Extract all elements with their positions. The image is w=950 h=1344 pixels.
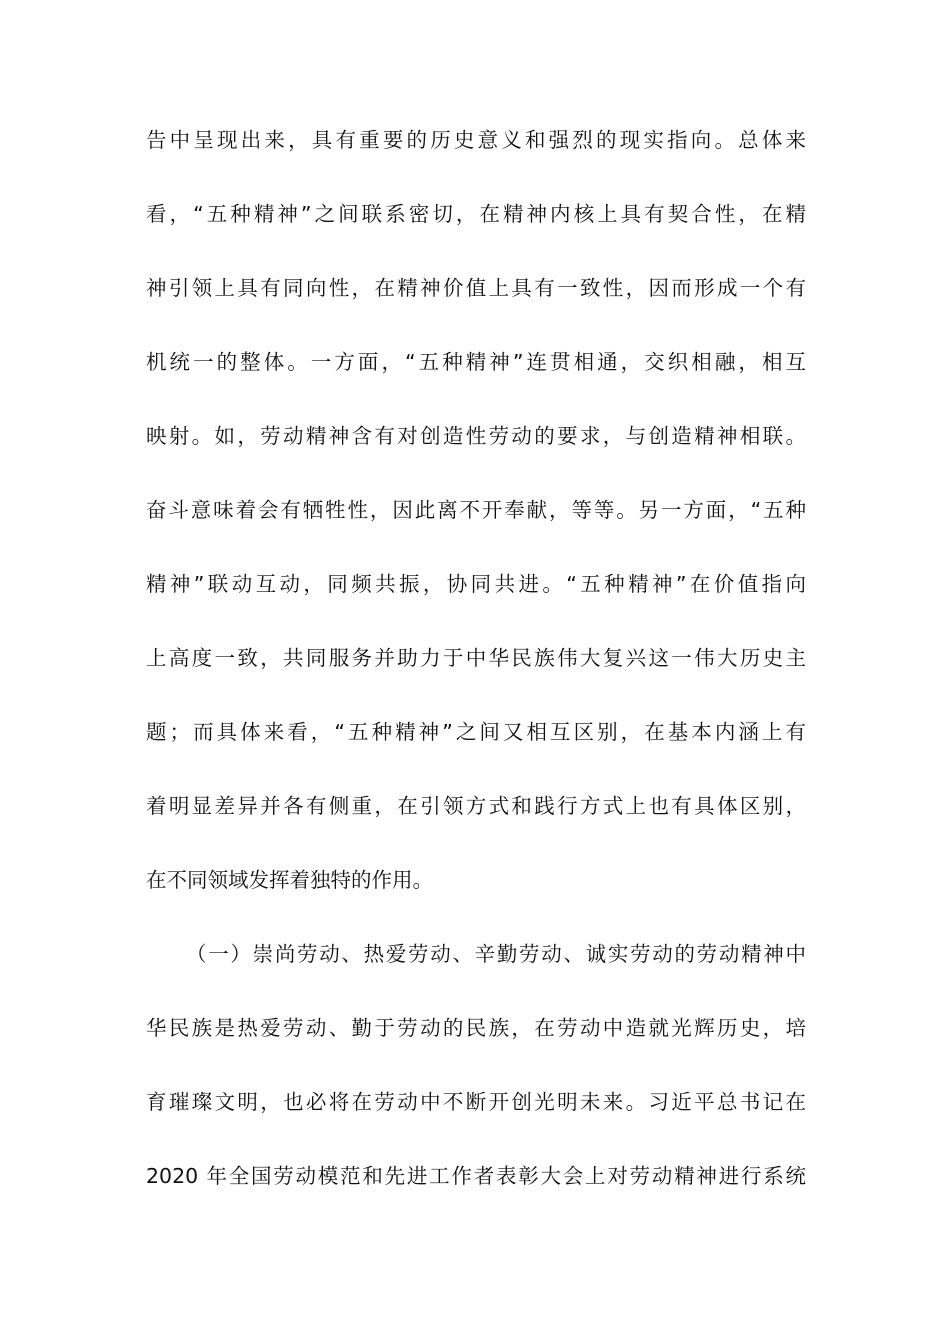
paragraph-line-last: 在不同领域发挥着独特的作用。 — [146, 868, 433, 892]
paragraph-line: 着明显差异并各有侧重，在引领方式和践行方式上也有具体区别， — [146, 794, 806, 818]
paragraph-line: 看，“五种精神”之间联系密切，在精神内核上具有契合性，在精 — [146, 202, 806, 226]
paragraph-line: 上高度一致，共同服务并助力于中华民族伟大复兴这一伟大历史主 — [146, 646, 806, 670]
paragraph-line: 华民族是热爱劳动、勤于劳动的民族，在劳动中造就光辉历史，培 — [146, 1016, 806, 1040]
paragraph-line: 题；而具体来看，“五种精神”之间又相互区别，在基本内涵上有 — [146, 720, 806, 744]
paragraph-line: 精神”联动互动，同频共振，协同共进。“五种精神”在价值指向 — [146, 572, 806, 596]
paragraph-line: 2020 年全国劳动模范和先进工作者表彰大会上对劳动精神进行系统 — [146, 1164, 806, 1188]
paragraph-line: 告中呈现出来，具有重要的历史意义和强烈的现实指向。总体来 — [146, 128, 806, 152]
paragraph-line: 神引领上具有同向性，在精神价值上具有一致性，因而形成一个有 — [146, 276, 806, 300]
paragraph-line: 育璀璨文明，也必将在劳动中不断开创光明未来。习近平总书记在 — [146, 1090, 806, 1114]
paragraph-line: 映射。如，劳动精神含有对创造性劳动的要求，与创造精神相联。 — [146, 424, 806, 448]
paragraph-line: 奋斗意味着会有牺牲性，因此离不开奉献，等等。另一方面，“五种 — [146, 498, 806, 522]
section-heading-line: （一）崇尚劳动、热爱劳动、辛勤劳动、诚实劳动的劳动精神中 — [186, 942, 806, 966]
paragraph-line: 机统一的整体。一方面，“五种精神”连贯相通，交织相融，相互 — [146, 350, 806, 374]
